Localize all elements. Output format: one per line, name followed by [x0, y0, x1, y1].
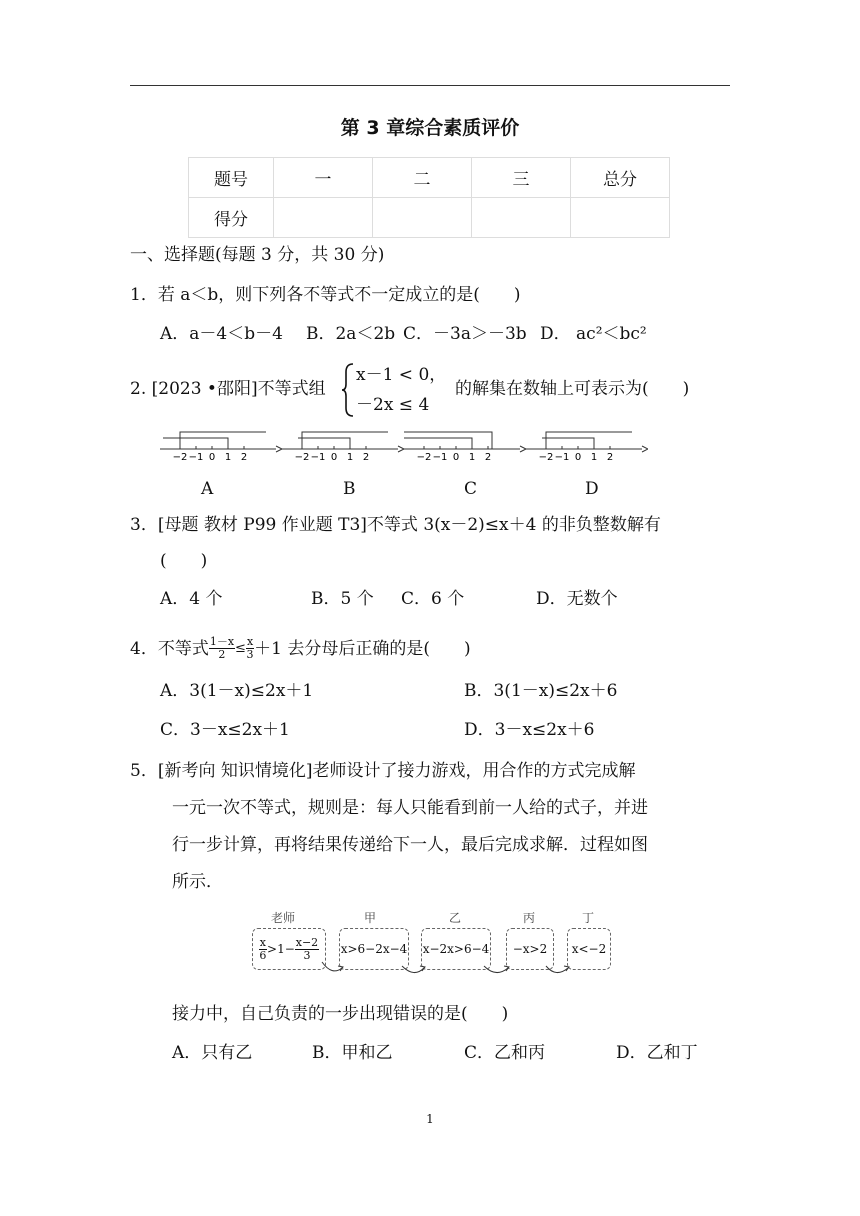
score-table-cell: 题号 — [189, 158, 274, 198]
tick-label: −1 — [310, 452, 326, 463]
q5-stem-line-4: 所示． — [172, 872, 223, 892]
relay-person-bing: 丙 — [523, 911, 536, 925]
relay-person-ding: 丁 — [582, 911, 595, 925]
q2-number-lines — [158, 424, 648, 464]
q4-fraction-right — [246, 636, 254, 661]
q5-stem-line-2: 一元一次不等式，规则是：每人只能看到前一人给的式子，并进 — [172, 798, 648, 818]
score-table-cell: 得分 — [189, 198, 274, 238]
tick-label: 2 — [484, 452, 492, 463]
q2-prefix: 2. [2023 •邵阳]不等式组 — [130, 379, 326, 399]
fraction-numerator: x — [246, 635, 254, 648]
score-table-cell: 三 — [472, 158, 571, 198]
q5-stem-line-3: 行一步计算，再将结果传递给下一人，最后完成求解．过程如图 — [172, 835, 648, 855]
fraction-denominator: 6 — [259, 948, 267, 962]
teacher-fraction-2 — [295, 937, 319, 962]
relay-box-bing: −x>2 — [506, 928, 554, 970]
score-input-cell[interactable] — [571, 198, 670, 238]
page-title: 第 3 章综合素质评价 — [340, 117, 520, 139]
q2-system-line-2: －2x ≤ 4 — [356, 395, 430, 415]
q4-leq-sign: ≤ — [235, 640, 246, 656]
number-line-d — [526, 432, 648, 463]
tick-label: −1 — [554, 452, 570, 463]
score-input-cell[interactable] — [274, 198, 373, 238]
tick-label: 0 — [208, 452, 216, 463]
relay-person-jia: 甲 — [364, 911, 377, 925]
tick-label: 2 — [240, 452, 248, 463]
q1-option-a: A．a－4＜b－4 — [160, 324, 283, 344]
fraction-denominator: 3 — [303, 948, 311, 962]
q4-option-c: C．3－x≤2x＋1 — [160, 720, 290, 740]
q5-question: 接力中，自己负责的一步出现错误的是( ) — [172, 1004, 509, 1024]
system-brace — [340, 362, 356, 418]
tick-label: 1 — [590, 452, 598, 463]
relay-person-yi: 乙 — [449, 911, 462, 925]
q3-stem-line-1: 3．[母题 教材 P99 作业题 T3]不等式 3(x－2)≤x＋4 的非负整数解有 — [130, 515, 661, 535]
tick-label: 2 — [606, 452, 614, 463]
relay-box-jia: x>6−2x−4 — [339, 928, 409, 970]
fraction-numerator: x−2 — [295, 935, 319, 949]
q3-option-a: A．4 个 — [160, 589, 223, 609]
q4-option-d: D．3－x≤2x＋6 — [464, 720, 595, 740]
section-heading: 一、选择题(每题 3 分，共 30 分) — [130, 245, 385, 265]
score-input-cell[interactable] — [472, 198, 571, 238]
q5-option-c: C．乙和丙 — [464, 1043, 546, 1063]
q4-stem — [130, 636, 471, 661]
score-table-score-row — [189, 198, 670, 238]
q1-option-b: B．2a＜2b — [306, 324, 396, 344]
tick-label: −1 — [432, 452, 448, 463]
q2-system-line-1: x－1 < 0， — [356, 365, 447, 385]
number-line-c — [404, 432, 526, 463]
tick-label: 1 — [346, 452, 354, 463]
tick-label: −2 — [416, 452, 432, 463]
fraction-numerator: x — [259, 935, 267, 949]
q5-option-b: B．甲和乙 — [312, 1043, 393, 1063]
relay-arrows — [300, 960, 600, 984]
teacher-expression-mid: >1− — [267, 942, 295, 956]
q4-suffix: ＋1 去分母后正确的是( ) — [254, 638, 471, 659]
q5-option-a: A．只有乙 — [172, 1043, 253, 1063]
score-input-cell[interactable] — [373, 198, 472, 238]
q5-option-d: D．乙和丁 — [616, 1043, 698, 1063]
q1-option-d: D． ac²＜bc² — [540, 324, 647, 344]
number-line-b — [282, 432, 404, 463]
fraction-denominator: 2 — [218, 648, 226, 661]
q3-option-d: D．无数个 — [536, 589, 618, 609]
header-rule — [130, 85, 730, 86]
q3-option-c: C．6 个 — [401, 589, 465, 609]
q4-option-b: B．3(1－x)≤2x＋6 — [464, 681, 618, 701]
q4-option-a: A．3(1－x)≤2x＋1 — [160, 681, 314, 701]
q5-stem-line-1: 5．[新考向 知识情境化]老师设计了接力游戏，用合作的方式完成解 — [130, 761, 636, 781]
q3-stem-line-2: ( ) — [160, 551, 208, 571]
fraction-numerator: 1－x — [209, 635, 235, 648]
tick-label: 2 — [362, 452, 370, 463]
score-table-cell: 二 — [373, 158, 472, 198]
q4-fraction-left — [209, 636, 235, 661]
relay-person-teacher: 老师 — [271, 911, 296, 925]
relay-box-ding: x<−2 — [567, 928, 611, 970]
tick-label: 0 — [574, 452, 582, 463]
q2-option-label-c: C — [464, 479, 478, 499]
number-line-a — [160, 432, 282, 463]
page-number: 1 — [426, 1112, 434, 1126]
score-table-cell: 总分 — [571, 158, 670, 198]
tick-label: 1 — [224, 452, 232, 463]
score-table-cell: 一 — [274, 158, 373, 198]
tick-label: 1 — [468, 452, 476, 463]
teacher-fraction-1 — [259, 937, 267, 962]
fraction-denominator: 3 — [246, 648, 254, 661]
score-table-header-row — [189, 158, 670, 198]
q1-stem: 1．若 a＜b，则下列各不等式不一定成立的是( ) — [130, 285, 521, 305]
q1-option-c: C．－3a＞－3b — [403, 324, 527, 344]
q2-option-label-d: D — [585, 479, 599, 499]
q4-prefix: 4．不等式 — [130, 638, 209, 659]
q2-option-label-a: A — [201, 479, 214, 499]
q3-option-b: B．5 个 — [311, 589, 374, 609]
tick-label: 0 — [452, 452, 460, 463]
tick-label: −2 — [538, 452, 554, 463]
q2-suffix: 的解集在数轴上可表示为( ) — [455, 379, 690, 399]
tick-label: −2 — [294, 452, 310, 463]
tick-label: 0 — [330, 452, 338, 463]
relay-box-yi: x−2x>6−4 — [421, 928, 491, 970]
tick-label: −2 — [172, 452, 188, 463]
score-table — [188, 157, 670, 238]
tick-label: −1 — [188, 452, 204, 463]
q2-option-label-b: B — [343, 479, 356, 499]
